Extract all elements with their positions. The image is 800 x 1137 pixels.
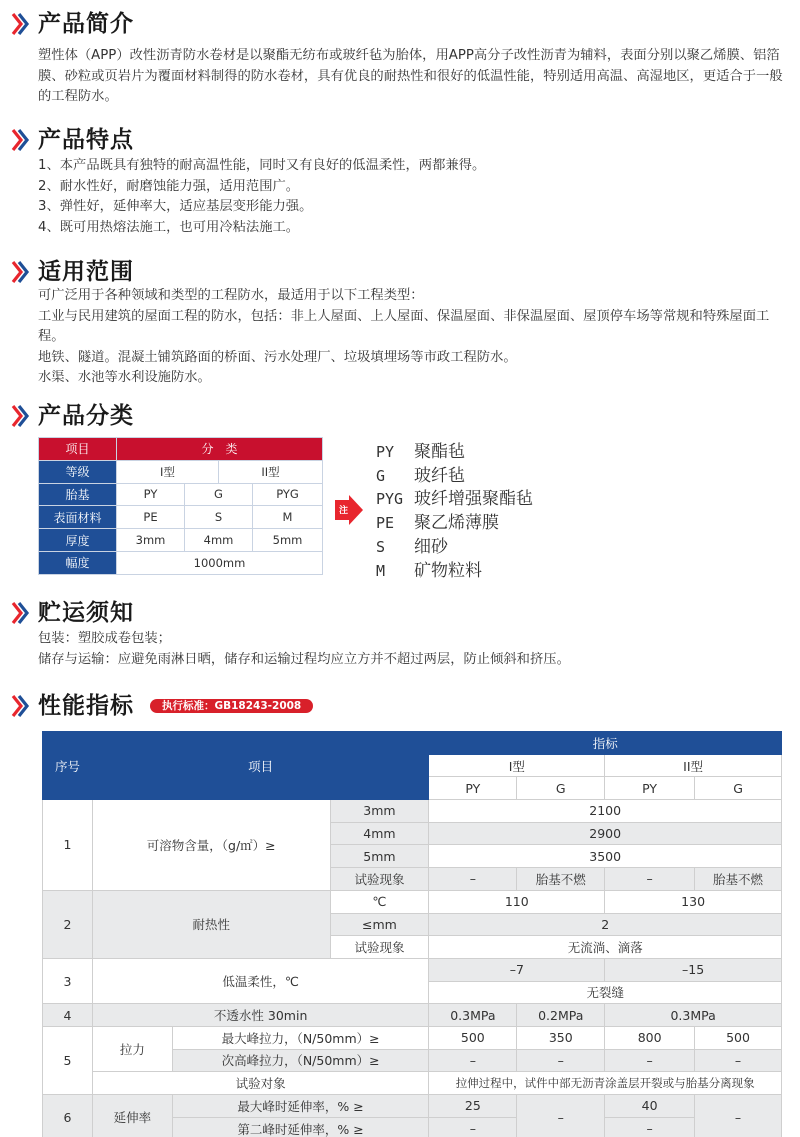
list-item: 可广泛用于各种领域和类型的工程防水，最适用于以下工程类型： <box>38 288 424 303</box>
sub-label: 第二峰时延伸率，% ≥ <box>172 1117 429 1137</box>
row-no: 3 <box>43 958 93 1003</box>
header-py: PY <box>429 777 517 800</box>
double-chevron-icon <box>10 694 30 718</box>
section-classification <box>0 400 800 434</box>
double-chevron-icon <box>10 404 30 428</box>
legend-item <box>376 536 533 560</box>
list-item: 工业与民用建筑的屋面工程的防水，包括：非上人屋面、上人屋面、保温屋面、非保温屋面、屋顶停车场等常规和特殊屋面工程。 <box>38 308 770 344</box>
legend-name: 细砂 <box>414 536 448 557</box>
table-cell: 0.3MPa <box>605 1004 782 1027</box>
table-cell: 胎基不燃 <box>517 868 605 891</box>
legend-code: G <box>376 466 386 485</box>
row-label: 胎基 <box>39 483 117 506</box>
table-header: 分 类 <box>117 438 323 461</box>
row-label: 耐热性 <box>92 890 330 958</box>
table-cell: – <box>429 1049 517 1072</box>
legend-item <box>376 512 533 536</box>
table-cell: 0.2MPa <box>517 1004 605 1027</box>
table-cell: II型 <box>219 460 323 483</box>
table-cell: – <box>429 868 517 891</box>
table-cell: – <box>605 1049 695 1072</box>
legend-name: 聚乙烯薄膜 <box>414 513 499 534</box>
row-label: 延伸率 <box>92 1095 172 1137</box>
list-item: 水渠、水池等水利设施防水。 <box>38 370 211 385</box>
list-item: 地铁、隧道。混凝土铺筑路面的桥面、污水处理厂、垃圾填埋场等市政工程防水。 <box>38 349 517 365</box>
row-label: 可溶物含量，（g/㎡）≥ <box>92 800 330 891</box>
table-cell: 5mm <box>253 529 323 552</box>
table-cell: S <box>185 506 253 529</box>
legend-code: S <box>376 537 386 556</box>
table-cell: 500 <box>429 1026 517 1049</box>
table-cell: 110 <box>429 890 605 913</box>
table-header: 项目 <box>39 438 117 461</box>
legend-code: PYG <box>376 490 404 509</box>
table-cell: M <box>253 506 323 529</box>
sub-label: 5mm <box>330 845 429 868</box>
list-item: 包装：塑胶成卷包装； <box>38 631 171 646</box>
table-cell: 无流淌、滴落 <box>429 936 782 959</box>
section-intro <box>0 8 800 108</box>
table-cell: 无裂缝 <box>429 981 782 1004</box>
header-py: PY <box>605 777 695 800</box>
header-g: G <box>695 777 782 800</box>
legend-item <box>376 465 533 489</box>
row-label: 低温柔性，℃ <box>92 958 428 1003</box>
table-cell: PY <box>117 483 185 506</box>
list-item: 1、本产品既具有独特的耐高温性能，同时又有良好的低温柔性，两都兼得。 <box>38 158 486 173</box>
section-title: 产品特点 <box>38 127 134 153</box>
table-cell: – <box>695 1095 782 1137</box>
legend-name: 矿物粒料 <box>414 560 482 581</box>
legend-code: M <box>376 561 386 580</box>
table-cell: – <box>517 1095 605 1137</box>
legend-item <box>376 560 533 584</box>
section-title: 适用范围 <box>38 259 134 285</box>
row-label: 等级 <box>39 460 117 483</box>
table-cell: 4mm <box>185 529 253 552</box>
table-cell: 胎基不燃 <box>695 868 782 891</box>
table-cell: 500 <box>695 1026 782 1049</box>
table-cell: – <box>605 1117 695 1137</box>
intro-text: 塑性体（APP）改性沥青防水卷材是以聚酯无纺布或玻纤毡为胎体，用APP高分子改性沥青为辅料，表面分别以聚乙烯膜、铝箔膜、砂粒或页岩片为覆面材料制得的防水卷材，具有优良的耐热性和很好的低温性能，特别适用高温、高湿地区，更适合于一般的工程防水。 <box>38 48 783 104</box>
double-chevron-icon <box>10 260 30 284</box>
note-label: 注 <box>339 506 349 516</box>
list-item: 3、弹性好，延伸率大，适应基层变形能力强。 <box>38 199 313 214</box>
sub-label: 试验对象 <box>92 1072 428 1095</box>
legend-name: 玻纤毡 <box>414 465 465 486</box>
table-cell: 130 <box>605 890 782 913</box>
table-cell: – <box>517 1049 605 1072</box>
section-features <box>0 124 800 238</box>
section-title: 产品分类 <box>38 403 134 429</box>
legend-item <box>376 488 533 512</box>
sub-label: 4mm <box>330 822 429 845</box>
section-storage <box>0 597 800 670</box>
section-title: 贮运须知 <box>38 600 134 626</box>
row-no: 1 <box>43 800 93 891</box>
list-item: 4、既可用热熔法施工，也可用冷粘法施工。 <box>38 219 300 235</box>
table-cell: PYG <box>253 483 323 506</box>
legend-code: PY <box>376 443 395 461</box>
section-title: 性能指标 <box>38 693 134 719</box>
table-cell: G <box>185 483 253 506</box>
double-chevron-icon <box>10 12 30 36</box>
table-cell: 25 <box>429 1095 517 1118</box>
table-cell: 0.3MPa <box>429 1004 517 1027</box>
legend-code: PE <box>376 514 395 533</box>
classification-table <box>38 437 323 575</box>
header-type1: I型 <box>429 754 605 777</box>
sub-label: ℃ <box>330 890 429 913</box>
sub-label: 最大峰拉力，（N/50mm）≥ <box>172 1026 429 1049</box>
table-cell: 拉伸过程中，试件中部无沥青涂盖层开裂或与胎基分离现象 <box>429 1072 782 1095</box>
table-cell: 350 <box>517 1026 605 1049</box>
table-cell: – <box>429 1117 517 1137</box>
legend-item <box>376 441 533 465</box>
table-cell: 2 <box>429 913 782 936</box>
legend-name: 聚酯毡 <box>414 442 465 462</box>
table-cell: 1000mm <box>117 551 323 574</box>
header-no: 序号 <box>43 732 93 800</box>
list-item: 储存与运输：应避免雨淋日晒，储存和运输过程均应立方并不超过两层，防止倾斜和挤压。 <box>38 651 570 667</box>
legend-name: 玻纤增强聚酯毡 <box>414 489 533 510</box>
table-cell: I型 <box>117 460 219 483</box>
sub-label: 次高峰拉力，（N/50mm）≥ <box>172 1049 429 1072</box>
section-scope <box>0 256 800 389</box>
row-no: 4 <box>43 1004 93 1027</box>
table-cell: 2900 <box>429 822 782 845</box>
table-cell: 2100 <box>429 800 782 823</box>
sub-label: 最大峰时延伸率，% ≥ <box>172 1095 429 1118</box>
sub-label: 试验现象 <box>330 868 429 891</box>
row-label: 幅度 <box>39 551 117 574</box>
table-cell: –15 <box>605 958 782 981</box>
table-cell: –7 <box>429 958 605 981</box>
list-item: 2、耐水性好，耐磨蚀能力强，适用范围广。 <box>38 178 300 194</box>
table-cell: 800 <box>605 1026 695 1049</box>
row-no: 6 <box>43 1095 93 1137</box>
table-cell: 40 <box>605 1095 695 1118</box>
row-label: 不透水性 30min <box>92 1004 428 1027</box>
header-index: 指标 <box>429 732 782 755</box>
row-label: 拉力 <box>92 1026 172 1071</box>
classification-legend <box>376 441 533 583</box>
table-cell: – <box>695 1049 782 1072</box>
header-type2: II型 <box>605 754 782 777</box>
header-item: 项目 <box>92 732 428 800</box>
row-no: 2 <box>43 890 93 958</box>
standard-badge: 执行标准：GB18243-2008 <box>150 699 313 713</box>
table-cell: – <box>605 868 695 891</box>
row-label: 厚度 <box>39 529 117 552</box>
row-label: 表面材料 <box>39 506 117 529</box>
performance-table <box>42 731 782 1137</box>
sub-label: 试验现象 <box>330 936 429 959</box>
double-chevron-icon <box>10 601 30 625</box>
sub-label: 3mm <box>330 800 429 823</box>
double-chevron-icon <box>10 128 30 152</box>
row-no: 5 <box>43 1026 93 1094</box>
table-cell: 3mm <box>117 529 185 552</box>
section-title: 产品简介 <box>38 11 134 37</box>
header-g: G <box>517 777 605 800</box>
section-performance <box>0 690 800 724</box>
table-cell: 3500 <box>429 845 782 868</box>
table-cell: PE <box>117 506 185 529</box>
sub-label: ≤mm <box>330 913 429 936</box>
